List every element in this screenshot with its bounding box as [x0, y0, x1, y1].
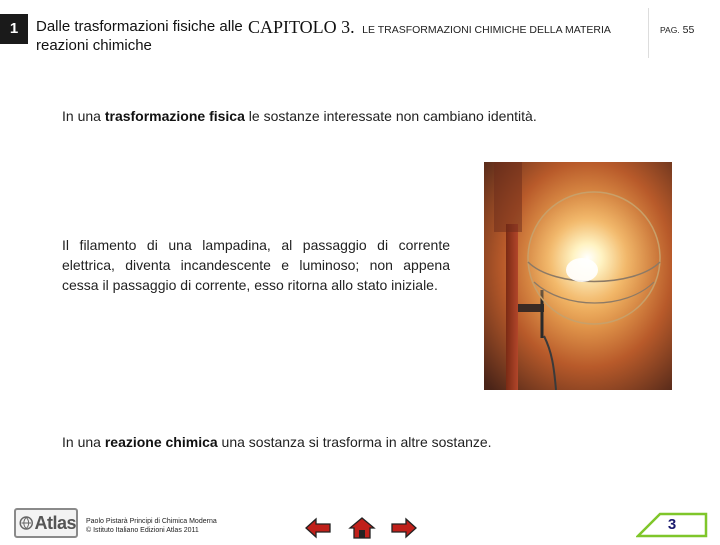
page-number: 55 — [682, 24, 695, 36]
lamp-photo — [484, 162, 672, 390]
arrow-right-icon — [390, 516, 418, 540]
page-reference — [660, 24, 694, 36]
credit-line-2: © Istituto Italiano Edizioni Atlas 2011 — [86, 527, 199, 534]
paragraph-physical-transformation — [62, 108, 537, 124]
p1-text-before: In una — [62, 108, 105, 124]
slide-number: 3 — [667, 516, 677, 533]
publisher-logo — [14, 508, 78, 538]
p1-text-after: le sostanze interessate non cambiano identità. — [244, 108, 537, 124]
footer-credits — [86, 517, 217, 535]
slide-number-badge — [636, 512, 708, 538]
home-icon — [348, 516, 376, 540]
next-slide-button[interactable] — [390, 516, 418, 540]
home-button[interactable] — [348, 516, 376, 540]
atlas-globe-icon — [19, 514, 33, 532]
paragraph-chemical-reaction — [62, 434, 492, 450]
arrow-left-icon — [304, 516, 332, 540]
previous-slide-button[interactable] — [304, 516, 332, 540]
p3-text-after: una sostanza si trasforma in altre sostanze. — [217, 434, 492, 450]
chapter-label: CAPITOLO 3. — [248, 17, 355, 37]
credit-line-1: Paolo Pistarà Principi di Chimica Moderna — [86, 518, 217, 525]
logo-text: Atlas — [34, 512, 76, 533]
chapter-heading — [248, 17, 611, 38]
p3-text-before: In una — [62, 434, 105, 450]
section-number: 1 — [0, 14, 28, 44]
chapter-subtitle: LE TRASFORMAZIONI CHIMICHE DELLA MATERIA — [362, 24, 611, 36]
section-title: Dalle trasformazioni fisiche alle reazioni chimiche — [36, 18, 243, 54]
header-divider — [648, 8, 649, 58]
paragraph-lamp-example: Il filamento di una lampadina, al passaggio di corrente elettrica, diventa incandescente e luminoso; non appena cessa il passaggio di corrente, esso ritorna allo stato iniziale. — [62, 237, 450, 293]
p3-bold-term: reazione chimica — [104, 434, 218, 450]
page-prefix: PAG. — [660, 25, 680, 35]
p1-bold-term: trasformazione fisica — [104, 108, 245, 124]
